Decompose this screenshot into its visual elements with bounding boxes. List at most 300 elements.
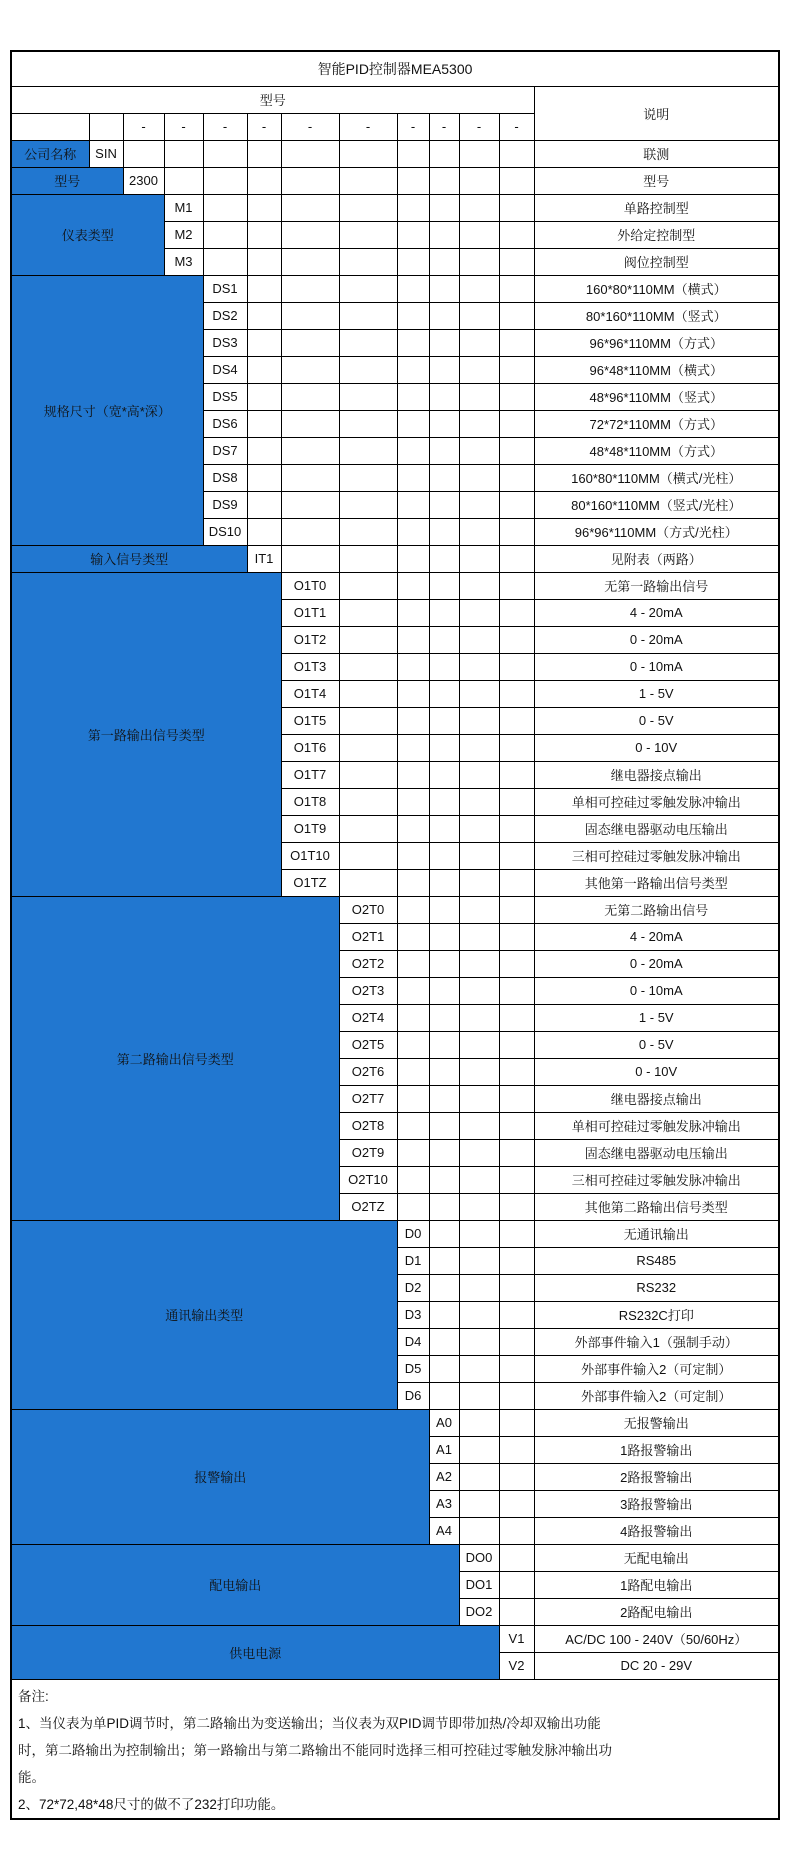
section-label: 第一路输出信号类型 bbox=[11, 572, 281, 896]
code-cell: O1T9 bbox=[281, 815, 339, 842]
empty-cell bbox=[339, 464, 397, 491]
code-cell: DS9 bbox=[203, 491, 247, 518]
table-row bbox=[11, 1625, 779, 1652]
empty-cell bbox=[339, 815, 397, 842]
code-cell: O1T2 bbox=[281, 626, 339, 653]
code-cell: D2 bbox=[397, 1274, 429, 1301]
empty-cell bbox=[397, 356, 429, 383]
empty-cell bbox=[247, 518, 281, 545]
empty-cell bbox=[429, 599, 459, 626]
empty-cell bbox=[397, 1031, 429, 1058]
code-cell: O2T3 bbox=[339, 977, 397, 1004]
empty-cell bbox=[429, 842, 459, 869]
description-cell: 其他第一路输出信号类型 bbox=[534, 869, 779, 896]
empty-cell bbox=[459, 221, 499, 248]
dash-cell: - bbox=[123, 113, 164, 140]
empty-cell bbox=[499, 383, 534, 410]
empty-cell bbox=[203, 194, 247, 221]
dash-cell: - bbox=[247, 113, 281, 140]
empty-cell bbox=[459, 1490, 499, 1517]
code-cell: O1T8 bbox=[281, 788, 339, 815]
code-cell: D6 bbox=[397, 1382, 429, 1409]
empty-cell bbox=[459, 248, 499, 275]
empty-cell bbox=[499, 1517, 534, 1544]
empty-cell bbox=[459, 1112, 499, 1139]
notes-line: 时，第二路输出为控制输出；第一路输出与第二路输出不能同时选择三相可控硅过零触发脉冲输出功 bbox=[18, 1742, 612, 1758]
empty-cell bbox=[397, 923, 429, 950]
empty-cell bbox=[459, 167, 499, 194]
empty-cell bbox=[459, 572, 499, 599]
description-cell: 4 - 20mA bbox=[534, 599, 779, 626]
empty-cell bbox=[499, 1355, 534, 1382]
empty-cell bbox=[429, 626, 459, 653]
empty-cell bbox=[499, 815, 534, 842]
code-cell: DS4 bbox=[203, 356, 247, 383]
empty-cell bbox=[459, 1355, 499, 1382]
code-cell: O2T5 bbox=[339, 1031, 397, 1058]
empty-cell bbox=[499, 410, 534, 437]
empty-cell bbox=[397, 302, 429, 329]
code-cell: DS3 bbox=[203, 329, 247, 356]
dash-cell: - bbox=[459, 113, 499, 140]
empty-cell bbox=[429, 1301, 459, 1328]
section-label: 报警输出 bbox=[11, 1409, 429, 1544]
empty-cell bbox=[459, 653, 499, 680]
empty-cell bbox=[499, 1247, 534, 1274]
code-cell: DS6 bbox=[203, 410, 247, 437]
empty-cell bbox=[499, 518, 534, 545]
empty-cell bbox=[459, 1463, 499, 1490]
description-cell: 3路报警输出 bbox=[534, 1490, 779, 1517]
empty-cell bbox=[429, 167, 459, 194]
code-cell: 2300 bbox=[123, 167, 164, 194]
empty-cell bbox=[339, 572, 397, 599]
empty-cell bbox=[397, 707, 429, 734]
empty-cell bbox=[499, 1004, 534, 1031]
code-cell: D5 bbox=[397, 1355, 429, 1382]
empty-cell bbox=[429, 491, 459, 518]
empty-cell bbox=[429, 1139, 459, 1166]
empty-cell bbox=[499, 1598, 534, 1625]
code-cell: M1 bbox=[164, 194, 203, 221]
dash-cell: - bbox=[397, 113, 429, 140]
description-cell: 继电器接点输出 bbox=[534, 761, 779, 788]
empty-cell bbox=[499, 1274, 534, 1301]
description-cell: 无第二路输出信号 bbox=[534, 896, 779, 923]
empty-cell bbox=[397, 1004, 429, 1031]
empty-cell bbox=[429, 869, 459, 896]
empty-cell bbox=[499, 545, 534, 572]
description-cell: RS485 bbox=[534, 1247, 779, 1274]
code-cell: O1T4 bbox=[281, 680, 339, 707]
empty-cell bbox=[459, 383, 499, 410]
empty-cell bbox=[499, 707, 534, 734]
description-cell: 0 - 20mA bbox=[534, 626, 779, 653]
empty-cell bbox=[499, 923, 534, 950]
empty-cell bbox=[247, 140, 281, 167]
empty-cell bbox=[459, 1031, 499, 1058]
description-cell: 4路报警输出 bbox=[534, 1517, 779, 1544]
empty-cell bbox=[397, 653, 429, 680]
description-cell: 1路报警输出 bbox=[534, 1436, 779, 1463]
empty-cell bbox=[164, 167, 203, 194]
empty-cell bbox=[499, 1058, 534, 1085]
code-cell: O2T4 bbox=[339, 1004, 397, 1031]
description-cell: 0 - 5V bbox=[534, 1031, 779, 1058]
code-cell: O1TZ bbox=[281, 869, 339, 896]
empty-cell bbox=[339, 788, 397, 815]
description-cell: 2路报警输出 bbox=[534, 1463, 779, 1490]
description-cell: 无配电输出 bbox=[534, 1544, 779, 1571]
code-cell: O2T2 bbox=[339, 950, 397, 977]
empty-cell bbox=[429, 1274, 459, 1301]
empty-cell bbox=[499, 1112, 534, 1139]
description-cell: 单路控制型 bbox=[534, 194, 779, 221]
description-cell: 固态继电器驱动电压输出 bbox=[534, 815, 779, 842]
description-cell: 1路配电输出 bbox=[534, 1571, 779, 1598]
empty-cell bbox=[397, 680, 429, 707]
empty-cell bbox=[459, 329, 499, 356]
code-cell: DO1 bbox=[459, 1571, 499, 1598]
page-title: 智能PID控制器MEA5300 bbox=[11, 51, 779, 86]
empty-cell bbox=[499, 653, 534, 680]
model-table-body bbox=[11, 140, 779, 1679]
empty-cell bbox=[499, 626, 534, 653]
empty-cell bbox=[247, 491, 281, 518]
empty-cell bbox=[459, 842, 499, 869]
empty-cell bbox=[499, 734, 534, 761]
empty-cell bbox=[499, 1382, 534, 1409]
empty-cell bbox=[499, 221, 534, 248]
empty-cell bbox=[339, 734, 397, 761]
empty-cell bbox=[339, 518, 397, 545]
description-cell: 外部事件输入2（可定制） bbox=[534, 1382, 779, 1409]
empty-cell bbox=[247, 194, 281, 221]
description-cell: 其他第二路输出信号类型 bbox=[534, 1193, 779, 1220]
empty-cell bbox=[499, 1139, 534, 1166]
empty-cell bbox=[499, 1166, 534, 1193]
code-cell: O2T8 bbox=[339, 1112, 397, 1139]
code-cell: O1T0 bbox=[281, 572, 339, 599]
section-label: 通讯输出类型 bbox=[11, 1220, 397, 1409]
description-cell: AC/DC 100 - 240V（50/60Hz） bbox=[534, 1625, 779, 1652]
table-row bbox=[11, 572, 779, 599]
empty-cell bbox=[339, 545, 397, 572]
empty-cell bbox=[459, 1058, 499, 1085]
code-cell: A3 bbox=[429, 1490, 459, 1517]
empty-cell bbox=[499, 950, 534, 977]
empty-cell bbox=[459, 464, 499, 491]
empty-cell bbox=[499, 1490, 534, 1517]
empty-cell bbox=[499, 1571, 534, 1598]
code-cell: DO2 bbox=[459, 1598, 499, 1625]
code-cell: O2T10 bbox=[339, 1166, 397, 1193]
empty-cell bbox=[429, 707, 459, 734]
section-label: 型号 bbox=[11, 167, 123, 194]
empty-cell bbox=[429, 653, 459, 680]
code-cell: DS2 bbox=[203, 302, 247, 329]
empty-cell bbox=[247, 302, 281, 329]
empty-cell bbox=[339, 491, 397, 518]
description-cell: 4 - 20mA bbox=[534, 923, 779, 950]
empty-cell bbox=[499, 1301, 534, 1328]
model-number-header: 型号 bbox=[11, 86, 534, 113]
table-row bbox=[11, 140, 779, 167]
empty-cell bbox=[459, 869, 499, 896]
empty-cell bbox=[281, 275, 339, 302]
empty-cell bbox=[499, 1193, 534, 1220]
empty-cell bbox=[397, 761, 429, 788]
code-cell: V2 bbox=[499, 1652, 534, 1679]
empty-cell bbox=[429, 464, 459, 491]
empty-cell bbox=[397, 1058, 429, 1085]
empty-cell bbox=[499, 1463, 534, 1490]
empty-cell bbox=[247, 329, 281, 356]
description-cell: 阀位控制型 bbox=[534, 248, 779, 275]
empty-cell bbox=[459, 1247, 499, 1274]
notes-title: 备注: bbox=[18, 1688, 49, 1704]
empty-cell bbox=[339, 599, 397, 626]
empty-cell bbox=[429, 140, 459, 167]
table-row bbox=[11, 1220, 779, 1247]
description-cell: 48*96*110MM（竖式） bbox=[534, 383, 779, 410]
empty-cell bbox=[397, 599, 429, 626]
description-cell: 2路配电输出 bbox=[534, 1598, 779, 1625]
empty-cell bbox=[203, 140, 247, 167]
description-cell: 外部事件输入2（可定制） bbox=[534, 1355, 779, 1382]
empty-cell bbox=[429, 1193, 459, 1220]
description-cell: 见附表（两路） bbox=[534, 545, 779, 572]
empty-cell bbox=[429, 356, 459, 383]
code-cell: D4 bbox=[397, 1328, 429, 1355]
code-cell: O1T6 bbox=[281, 734, 339, 761]
empty-cell bbox=[247, 383, 281, 410]
empty-cell bbox=[499, 275, 534, 302]
empty-cell bbox=[429, 680, 459, 707]
empty-cell bbox=[499, 302, 534, 329]
dash-cell: - bbox=[203, 113, 247, 140]
empty-cell bbox=[459, 1274, 499, 1301]
empty-cell bbox=[459, 1085, 499, 1112]
empty-cell bbox=[339, 680, 397, 707]
empty-cell bbox=[499, 167, 534, 194]
empty-cell bbox=[429, 302, 459, 329]
description-cell: 三相可控硅过零触发脉冲输出 bbox=[534, 1166, 779, 1193]
empty-cell bbox=[459, 1139, 499, 1166]
empty-cell bbox=[339, 842, 397, 869]
description-cell: 1 - 5V bbox=[534, 1004, 779, 1031]
empty-cell bbox=[459, 977, 499, 1004]
empty-cell bbox=[499, 140, 534, 167]
dash-cell: - bbox=[429, 113, 459, 140]
empty-cell bbox=[429, 329, 459, 356]
description-cell: 单相可控硅过零触发脉冲输出 bbox=[534, 788, 779, 815]
description-cell: 96*96*110MM（方式/光柱） bbox=[534, 518, 779, 545]
dash-cell: - bbox=[499, 113, 534, 140]
code-cell: SIN bbox=[89, 140, 123, 167]
empty-cell bbox=[397, 140, 429, 167]
empty-cell bbox=[429, 950, 459, 977]
description-header: 说明 bbox=[534, 86, 779, 140]
code-cell: O1T7 bbox=[281, 761, 339, 788]
code-cell: O1T10 bbox=[281, 842, 339, 869]
description-cell: 继电器接点输出 bbox=[534, 1085, 779, 1112]
empty-cell bbox=[281, 518, 339, 545]
empty-cell bbox=[499, 1085, 534, 1112]
empty-cell bbox=[339, 383, 397, 410]
empty-cell bbox=[247, 464, 281, 491]
empty-cell bbox=[281, 491, 339, 518]
empty-cell bbox=[429, 437, 459, 464]
description-cell: 外给定控制型 bbox=[534, 221, 779, 248]
empty-cell bbox=[397, 842, 429, 869]
empty-cell bbox=[397, 626, 429, 653]
empty-cell bbox=[429, 1355, 459, 1382]
empty-cell bbox=[429, 1220, 459, 1247]
notes-line: 能。 bbox=[18, 1769, 45, 1785]
empty-cell bbox=[499, 491, 534, 518]
table-row bbox=[11, 896, 779, 923]
notes-lines bbox=[18, 1710, 772, 1818]
code-cell: A0 bbox=[429, 1409, 459, 1436]
code-cell: O1T1 bbox=[281, 599, 339, 626]
empty-cell bbox=[397, 977, 429, 1004]
empty-cell bbox=[459, 437, 499, 464]
empty-cell bbox=[429, 248, 459, 275]
empty-cell bbox=[499, 1436, 534, 1463]
section-label: 配电输出 bbox=[11, 1544, 459, 1625]
empty-cell bbox=[397, 221, 429, 248]
empty-cell bbox=[459, 1220, 499, 1247]
empty-cell bbox=[281, 140, 339, 167]
code-cell: O2TZ bbox=[339, 1193, 397, 1220]
empty-cell bbox=[459, 761, 499, 788]
code-cell: A2 bbox=[429, 1463, 459, 1490]
description-cell: 无报警输出 bbox=[534, 1409, 779, 1436]
empty-cell bbox=[459, 275, 499, 302]
empty-cell bbox=[459, 680, 499, 707]
description-cell: 0 - 5V bbox=[534, 707, 779, 734]
empty-cell bbox=[247, 248, 281, 275]
description-cell: 96*96*110MM（方式） bbox=[534, 329, 779, 356]
empty-cell bbox=[397, 1193, 429, 1220]
table-row bbox=[11, 86, 779, 113]
empty-cell bbox=[281, 167, 339, 194]
empty-cell bbox=[429, 734, 459, 761]
section-label: 规格尺寸（宽*高*深） bbox=[11, 275, 203, 545]
empty-cell bbox=[429, 194, 459, 221]
empty-cell bbox=[499, 761, 534, 788]
empty-cell bbox=[429, 1031, 459, 1058]
empty-cell bbox=[203, 221, 247, 248]
dash-cell: - bbox=[281, 113, 339, 140]
empty-cell bbox=[397, 1085, 429, 1112]
empty-cell bbox=[339, 302, 397, 329]
empty-cell bbox=[339, 194, 397, 221]
empty-cell bbox=[429, 977, 459, 1004]
empty-cell bbox=[281, 329, 339, 356]
code-cell: O2T1 bbox=[339, 923, 397, 950]
empty-cell bbox=[459, 302, 499, 329]
empty-cell bbox=[499, 842, 534, 869]
dash-cell: - bbox=[164, 113, 203, 140]
code-cell: IT1 bbox=[247, 545, 281, 572]
code-cell: DS5 bbox=[203, 383, 247, 410]
empty-cell bbox=[459, 1328, 499, 1355]
empty-cell bbox=[429, 896, 459, 923]
code-cell: M3 bbox=[164, 248, 203, 275]
empty-cell bbox=[429, 572, 459, 599]
code-cell: V1 bbox=[499, 1625, 534, 1652]
empty-cell bbox=[339, 356, 397, 383]
code-cell: D3 bbox=[397, 1301, 429, 1328]
empty-cell bbox=[281, 410, 339, 437]
empty-cell bbox=[499, 329, 534, 356]
empty-cell bbox=[339, 653, 397, 680]
empty-cell bbox=[459, 1382, 499, 1409]
description-cell: 1 - 5V bbox=[534, 680, 779, 707]
empty-cell bbox=[339, 869, 397, 896]
description-cell: 160*80*110MM（横式/光柱） bbox=[534, 464, 779, 491]
section-label: 仪表类型 bbox=[11, 194, 164, 275]
table-row bbox=[11, 194, 779, 221]
table-row bbox=[11, 1544, 779, 1571]
description-cell: 无第一路输出信号 bbox=[534, 572, 779, 599]
empty-cell bbox=[459, 356, 499, 383]
empty-cell bbox=[281, 221, 339, 248]
notes-block bbox=[11, 1679, 779, 1819]
empty-cell bbox=[429, 788, 459, 815]
description-cell: 无通讯输出 bbox=[534, 1220, 779, 1247]
empty-cell bbox=[397, 950, 429, 977]
empty-cell bbox=[397, 248, 429, 275]
empty-cell bbox=[339, 761, 397, 788]
table-row bbox=[11, 545, 779, 572]
empty-cell bbox=[397, 815, 429, 842]
description-cell: 联测 bbox=[534, 140, 779, 167]
empty-cell bbox=[429, 1382, 459, 1409]
empty-cell bbox=[459, 1301, 499, 1328]
empty-cell bbox=[339, 626, 397, 653]
code-cell: DS8 bbox=[203, 464, 247, 491]
code-cell: A1 bbox=[429, 1436, 459, 1463]
description-cell: 72*72*110MM（方式） bbox=[534, 410, 779, 437]
notes-line: 1、当仪表为单PID调节时，第二路输出为变送输出；当仪表为双PID调节即带加热/冷却双输出功能 bbox=[18, 1715, 601, 1731]
empty-cell bbox=[247, 221, 281, 248]
empty-cell bbox=[281, 248, 339, 275]
empty-cell bbox=[459, 896, 499, 923]
empty-cell bbox=[397, 896, 429, 923]
empty-cell bbox=[339, 410, 397, 437]
empty-cell bbox=[339, 275, 397, 302]
description-cell: 单相可控硅过零触发脉冲输出 bbox=[534, 1112, 779, 1139]
code-cell: O1T5 bbox=[281, 707, 339, 734]
empty-cell bbox=[281, 356, 339, 383]
description-cell: 固态继电器驱动电压输出 bbox=[534, 1139, 779, 1166]
empty-cell bbox=[429, 518, 459, 545]
empty-cell bbox=[397, 464, 429, 491]
description-cell: RS232C打印 bbox=[534, 1301, 779, 1328]
empty-cell bbox=[339, 248, 397, 275]
code-cell: O2T9 bbox=[339, 1139, 397, 1166]
empty-cell bbox=[429, 761, 459, 788]
empty-cell bbox=[459, 410, 499, 437]
notes-line: 2、72*72,48*48尺寸的做不了232打印功能。 bbox=[18, 1796, 285, 1812]
empty-cell bbox=[397, 491, 429, 518]
empty-cell bbox=[499, 896, 534, 923]
table-row bbox=[11, 167, 779, 194]
description-cell: 160*80*110MM（横式） bbox=[534, 275, 779, 302]
